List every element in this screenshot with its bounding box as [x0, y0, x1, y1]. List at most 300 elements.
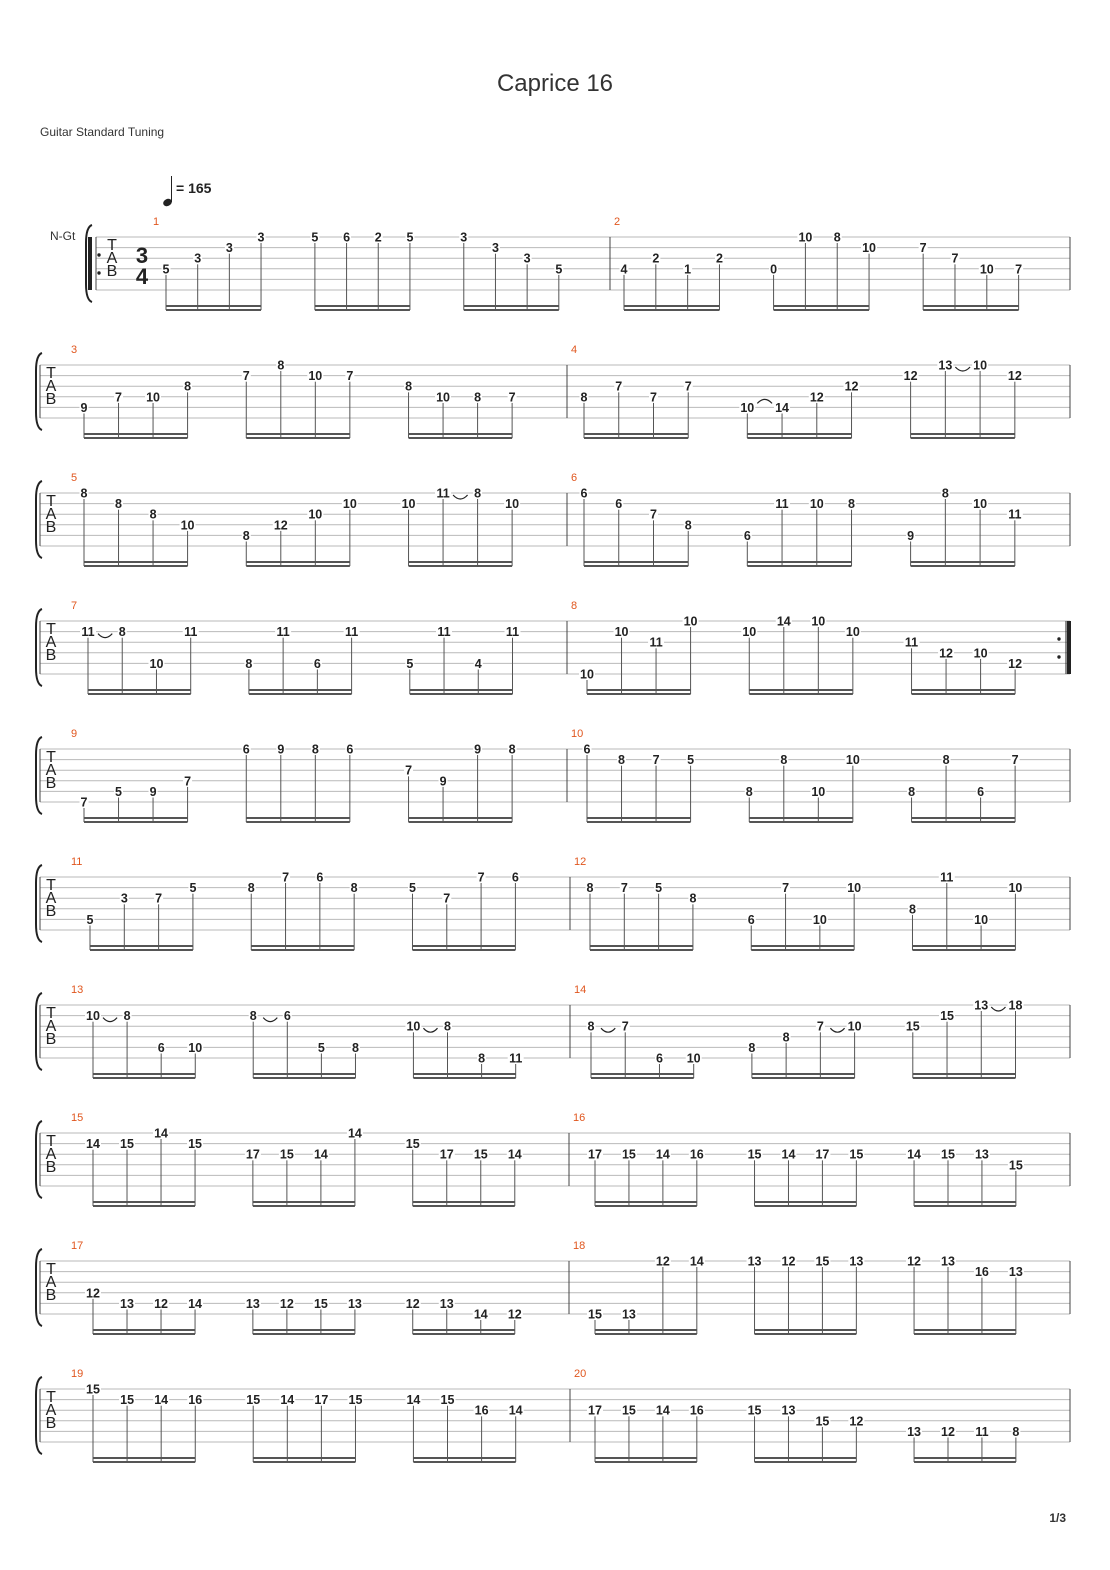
fret-number: 15 [941, 1147, 955, 1162]
fret-number: 11 [81, 625, 95, 640]
fret-number: 14 [280, 1393, 295, 1408]
fret-number: 6 [157, 1040, 165, 1055]
fret-number: 15 [313, 1296, 328, 1311]
fret-number: 10 [436, 390, 451, 405]
repeat-dot [1057, 637, 1060, 640]
fret-number: 5 [86, 912, 94, 927]
fret-number: 14 [907, 1147, 922, 1162]
fret-number: 2 [652, 251, 660, 266]
fret-number: 5 [311, 230, 319, 245]
measure-number: 19 [71, 1368, 84, 1380]
fret-number: 15 [621, 1147, 636, 1162]
fret-number: 14 [655, 1403, 670, 1418]
fret-number: 10 [845, 625, 860, 640]
fret-number: 10 [401, 497, 416, 512]
fret-number: 16 [689, 1147, 704, 1162]
fret-number: 7 [405, 763, 413, 778]
fret-number: 10 [973, 497, 988, 512]
tie-arc [423, 1028, 437, 1032]
fret-number: 17 [588, 1147, 602, 1162]
fret-number: 11 [649, 635, 663, 650]
measure-number: 7 [71, 600, 78, 612]
fret-number: 14 [775, 400, 789, 415]
fret-number: 14 [406, 1393, 421, 1408]
fret-number: 10 [406, 1019, 421, 1034]
fret-number: 8 [689, 891, 697, 906]
fret-number: 13 [941, 1254, 955, 1269]
fret-number: 8 [478, 1051, 486, 1066]
fret-number: 14 [347, 1126, 362, 1141]
fret-number: 12 [903, 369, 918, 384]
fret-number: 8 [245, 656, 253, 671]
measure-number: 18 [573, 1240, 586, 1252]
fret-number: 7 [782, 881, 790, 896]
fret-number: 11 [184, 625, 198, 640]
fret-number: 8 [1012, 1424, 1020, 1439]
fret-number: 6 [580, 486, 588, 501]
fret-number: 10 [742, 625, 757, 640]
fret-number: 8 [80, 486, 88, 501]
fret-number: 7 [951, 251, 959, 266]
fret-number: 10 [686, 1051, 701, 1066]
fret-number: 4 [620, 262, 628, 277]
fret-number: 11 [775, 497, 789, 512]
fret-number: 15 [849, 1147, 864, 1162]
fret-number: 8 [941, 486, 949, 501]
fret-number: 12 [655, 1254, 670, 1269]
fret-number: 8 [684, 518, 692, 533]
fret-number: 14 [508, 1403, 523, 1418]
repeat-dot [1057, 655, 1060, 658]
measure-number: 20 [574, 1368, 587, 1380]
fret-number: 8 [247, 881, 255, 896]
fret-number: 8 [149, 507, 157, 522]
fret-number: 10 [809, 497, 824, 512]
fret-number: 13 [907, 1424, 922, 1439]
fret-number: 15 [747, 1147, 762, 1162]
fret-number: 10 [149, 656, 164, 671]
tab-clef-letter: B [45, 519, 57, 536]
fret-number: 15 [188, 1137, 202, 1152]
fret-number: 10 [812, 912, 827, 927]
fret-number: 6 [511, 870, 519, 885]
tie-arc [453, 495, 468, 499]
measure-number: 6 [571, 472, 578, 484]
measure-number: 8 [571, 600, 578, 612]
fret-number: 7 [620, 881, 628, 896]
fret-number: 5 [555, 262, 563, 277]
tab-clef-letter: B [45, 1287, 57, 1304]
fret-number: 8 [782, 1030, 790, 1045]
fret-number: 14 [507, 1147, 522, 1162]
fret-number: 6 [743, 528, 751, 543]
tab-clef-letter: A [45, 890, 57, 907]
tab-clef-letter: T [107, 237, 117, 254]
tie-arc [98, 634, 112, 638]
fret-number: 14 [689, 1254, 704, 1269]
fret-number: 8 [123, 1009, 131, 1024]
instrument-label: N-Gt [50, 229, 76, 243]
fret-number: 8 [848, 497, 856, 512]
tie-arc [955, 367, 970, 371]
fret-number: 11 [975, 1424, 989, 1439]
fret-number: 10 [614, 625, 629, 640]
fret-number: 10 [308, 369, 323, 384]
fret-number: 8 [780, 753, 788, 768]
tab-clef-letter: T [46, 749, 56, 766]
tab-clef-letter: A [45, 506, 57, 523]
fret-number: 15 [747, 1403, 762, 1418]
fret-number: 10 [86, 1009, 100, 1024]
fret-number: 15 [120, 1393, 135, 1408]
fret-number: 9 [439, 774, 447, 789]
measure-number: 10 [571, 728, 584, 740]
fret-number: 12 [781, 1254, 796, 1269]
fret-number: 7 [615, 379, 623, 394]
fret-number: 3 [120, 891, 128, 906]
fret-number: 6 [343, 230, 351, 245]
fret-number: 15 [815, 1254, 830, 1269]
fret-number: 8 [508, 742, 516, 757]
fret-number: 8 [474, 486, 482, 501]
measure-number: 9 [71, 728, 78, 740]
fret-number: 8 [115, 497, 123, 512]
fret-number: 14 [313, 1147, 328, 1162]
fret-number: 11 [505, 625, 520, 640]
fret-number: 15 [621, 1403, 636, 1418]
fret-number: 7 [919, 241, 927, 256]
fret-number: 14 [655, 1147, 670, 1162]
tempo-value: = 165 [176, 180, 212, 196]
fret-number: 18 [1008, 998, 1023, 1013]
fret-number: 10 [798, 230, 813, 245]
tab-clef-letter: T [46, 621, 56, 638]
fret-number: 13 [347, 1296, 362, 1311]
fret-number: 8 [184, 379, 192, 394]
fret-number: 10 [811, 614, 826, 629]
fret-number: 13 [439, 1296, 454, 1311]
fret-number: 12 [939, 646, 954, 661]
fret-number: 15 [940, 1009, 954, 1024]
fret-number: 8 [833, 230, 841, 245]
fret-number: 3 [257, 230, 265, 245]
fret-number: 10 [862, 241, 877, 256]
fret-number: 8 [242, 528, 250, 543]
fret-number: 2 [374, 230, 382, 245]
fret-number: 10 [342, 497, 357, 512]
fret-number: 8 [748, 1040, 756, 1055]
fret-number: 15 [279, 1147, 294, 1162]
fret-number: 11 [1008, 507, 1022, 522]
fret-number: 8 [909, 902, 916, 917]
fret-number: 10 [740, 400, 755, 415]
fret-number: 9 [80, 400, 88, 415]
tie-arc [601, 1028, 615, 1032]
fret-number: 17 [815, 1147, 830, 1162]
fret-number: 12 [273, 518, 288, 533]
fret-number: 6 [615, 497, 623, 512]
fret-number: 7 [184, 774, 192, 789]
fret-number: 8 [350, 881, 358, 896]
fret-number: 13 [1008, 1265, 1023, 1280]
measure-number: 17 [71, 1240, 84, 1252]
measure-number: 12 [574, 856, 587, 868]
measure-number: 16 [573, 1112, 586, 1124]
fret-number: 7 [1011, 753, 1019, 768]
fret-number: 5 [115, 784, 123, 799]
fret-number: 11 [904, 635, 919, 650]
fret-number: 11 [276, 625, 290, 640]
fret-number: 13 [120, 1296, 134, 1311]
fret-number: 12 [907, 1254, 922, 1269]
fret-number: 5 [406, 230, 414, 245]
repeat-dot [97, 271, 100, 274]
fret-number: 7 [816, 1019, 824, 1034]
fret-number: 14 [776, 614, 791, 629]
fret-number: 12 [1007, 369, 1022, 384]
measure-number: 15 [71, 1112, 84, 1124]
fret-number: 15 [246, 1393, 261, 1408]
tab-clef-letter: B [45, 1031, 57, 1048]
fret-number: 11 [940, 870, 954, 885]
fret-number: 12 [405, 1296, 420, 1311]
fret-number: 7 [650, 507, 657, 522]
fret-number: 15 [815, 1414, 830, 1429]
fret-number: 10 [1008, 881, 1023, 896]
fret-number: 3 [491, 241, 499, 256]
fret-number: 4 [474, 656, 482, 671]
tab-clef-letter: A [106, 250, 118, 267]
tab-clef-letter: T [46, 1005, 56, 1022]
fret-number: 10 [847, 881, 862, 896]
page-number: 1/3 [1049, 1511, 1066, 1525]
fret-number: 3 [523, 251, 531, 266]
measure-number: 13 [71, 984, 84, 996]
fret-number: 7 [443, 891, 451, 906]
fret-number: 8 [942, 753, 950, 768]
fret-number: 10 [580, 667, 594, 682]
fret-number: 12 [809, 390, 824, 405]
fret-number: 15 [405, 1137, 420, 1152]
tie-arc [991, 1007, 1005, 1011]
fret-number: 6 [316, 870, 324, 885]
fret-number: 2 [715, 251, 723, 266]
fret-number: 10 [845, 753, 860, 768]
fret-number: 7 [80, 795, 88, 810]
tab-clef-letter: T [46, 1133, 56, 1150]
fret-number: 10 [505, 497, 520, 512]
fret-number: 5 [317, 1040, 325, 1055]
fret-number: 6 [242, 742, 250, 757]
fret-number: 15 [86, 1382, 100, 1397]
tie-arc [830, 1028, 844, 1032]
fret-number: 10 [973, 358, 988, 373]
fret-number: 13 [974, 1147, 989, 1162]
tab-clef-letter: B [45, 391, 57, 408]
fret-number: 5 [655, 881, 663, 896]
fret-number: 15 [473, 1147, 488, 1162]
fret-number: 11 [509, 1051, 523, 1066]
tab-clef-letter: B [45, 1159, 57, 1176]
fret-number: 16 [689, 1403, 704, 1418]
fret-number: 6 [655, 1051, 663, 1066]
fret-number: 7 [242, 369, 250, 384]
fret-number: 7 [155, 891, 163, 906]
fret-number: 12 [86, 1286, 100, 1301]
fret-number: 13 [974, 998, 989, 1013]
fret-number: 6 [977, 784, 985, 799]
tab-clef-letter: T [46, 877, 56, 894]
fret-number: 13 [938, 358, 953, 373]
fret-number: 3 [460, 230, 468, 245]
fret-number: 12 [844, 379, 859, 394]
tab-clef-letter: A [45, 1274, 57, 1291]
fret-number: 7 [1015, 262, 1023, 277]
fret-number: 11 [436, 486, 450, 501]
fret-number: 13 [849, 1254, 864, 1269]
measure-number: 4 [571, 344, 578, 356]
fret-number: 7 [115, 390, 123, 405]
fret-number: 13 [245, 1296, 260, 1311]
fret-number: 6 [346, 742, 354, 757]
fret-number: 12 [1008, 656, 1023, 671]
fret-number: 7 [621, 1019, 629, 1034]
fret-number: 8 [311, 742, 319, 757]
fret-number: 17 [314, 1393, 329, 1408]
fret-number: 7 [282, 870, 290, 885]
fret-number: 7 [650, 390, 657, 405]
fret-number: 10 [683, 614, 698, 629]
fret-number: 6 [747, 912, 755, 927]
fret-number: 8 [249, 1009, 257, 1024]
fret-number: 6 [583, 742, 591, 757]
fret-number: 9 [149, 784, 157, 799]
fret-number: 11 [344, 625, 359, 640]
fret-number: 15 [440, 1393, 455, 1408]
fret-number: 12 [941, 1424, 955, 1439]
measure-number: 5 [71, 472, 78, 484]
tab-clef-letter: A [45, 1402, 57, 1419]
tuning-label: Guitar Standard Tuning [40, 125, 165, 139]
fret-number: 10 [188, 1040, 203, 1055]
fret-number: 12 [154, 1296, 168, 1311]
tab-clef-letter: B [45, 903, 57, 920]
repeat-dot [97, 253, 100, 256]
fret-number: 8 [580, 390, 588, 405]
fret-number: 10 [847, 1019, 862, 1034]
fret-number: 14 [188, 1296, 202, 1311]
fret-number: 17 [245, 1147, 260, 1162]
fret-number: 10 [180, 518, 195, 533]
fret-number: 3 [194, 251, 202, 266]
fret-number: 10 [146, 390, 161, 405]
fret-number: 10 [811, 784, 826, 799]
fret-number: 8 [587, 1019, 595, 1034]
fret-number: 8 [586, 881, 594, 896]
fret-number: 5 [687, 753, 695, 768]
tie-arc [757, 399, 772, 403]
fret-number: 8 [908, 784, 916, 799]
fret-number: 6 [283, 1009, 291, 1024]
tab-clef-letter: T [46, 493, 56, 510]
fret-number: 8 [118, 625, 126, 640]
tie-arc [103, 1018, 117, 1022]
fret-number: 14 [781, 1147, 796, 1162]
fret-number: 5 [406, 656, 414, 671]
fret-number: 8 [277, 358, 285, 373]
fret-number: 17 [439, 1147, 454, 1162]
fret-number: 16 [974, 1265, 989, 1280]
tab-clef-letter: B [106, 263, 118, 280]
tab-clef-letter: A [45, 634, 57, 651]
fret-number: 15 [588, 1307, 602, 1322]
fret-number: 14 [473, 1307, 488, 1322]
fret-number: 16 [474, 1403, 489, 1418]
fret-number: 10 [973, 646, 988, 661]
fret-number: 11 [437, 625, 451, 640]
fret-number: 7 [477, 870, 485, 885]
fret-number: 6 [313, 656, 321, 671]
fret-number: 7 [684, 379, 692, 394]
fret-number: 8 [351, 1040, 359, 1055]
time-signature-top: 3 [135, 243, 149, 268]
fret-number: 8 [618, 753, 626, 768]
fret-number: 8 [474, 390, 482, 405]
fret-number: 8 [444, 1019, 451, 1034]
fret-number: 15 [905, 1019, 920, 1034]
fret-number: 14 [86, 1137, 100, 1152]
fret-number: 12 [507, 1307, 522, 1322]
fret-number: 15 [120, 1137, 134, 1152]
fret-number: 7 [652, 753, 660, 768]
song-title: Caprice 16 [496, 70, 614, 97]
fret-number: 9 [907, 528, 915, 543]
tab-clef-letter: B [45, 647, 57, 664]
fret-number: 13 [747, 1254, 762, 1269]
measure-number: 2 [614, 216, 621, 228]
fret-number: 9 [474, 742, 482, 757]
tab-clef-letter: A [45, 1018, 57, 1035]
tab-clef-letter: A [45, 1146, 57, 1163]
fret-number: 14 [154, 1393, 169, 1408]
tab-clef-letter: T [46, 365, 56, 382]
measure-number: 11 [71, 856, 83, 868]
tab-clef-letter: B [45, 1415, 57, 1432]
fret-number: 15 [348, 1393, 363, 1408]
measure-number: 14 [574, 984, 587, 996]
fret-number: 3 [225, 241, 233, 256]
fret-number: 0 [770, 262, 778, 277]
measure-number: 1 [153, 216, 160, 228]
fret-number: 7 [508, 390, 516, 405]
tab-clef-letter: T [46, 1389, 56, 1406]
fret-number: 8 [745, 784, 753, 799]
fret-number: 5 [162, 262, 170, 277]
fret-number: 13 [781, 1403, 796, 1418]
fret-number: 1 [684, 262, 692, 277]
fret-number: 14 [154, 1126, 168, 1141]
fret-number: 7 [346, 369, 354, 384]
time-signature-bottom: 4 [135, 264, 149, 289]
measure-number: 3 [71, 344, 78, 356]
tab-clef-letter: A [45, 762, 57, 779]
fret-number: 16 [188, 1393, 203, 1408]
fret-number: 12 [279, 1296, 294, 1311]
fret-number: 5 [189, 881, 197, 896]
fret-number: 15 [1008, 1158, 1023, 1173]
tab-clef-letter: T [46, 1261, 56, 1278]
fret-number: 12 [849, 1414, 864, 1429]
